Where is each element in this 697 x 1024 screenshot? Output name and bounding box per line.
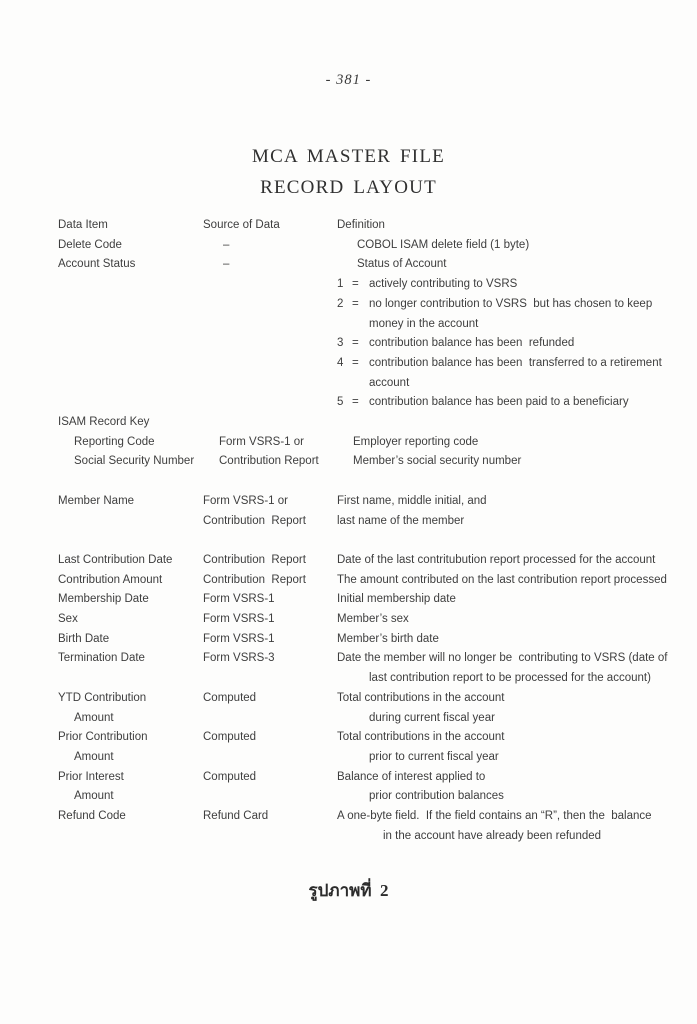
definition-cell: Date of the last contritubution report processed for the account — [337, 553, 656, 566]
source-line-2: Contribution Report — [203, 514, 306, 527]
row-prior-contribution-amount — [58, 728, 658, 767]
item-cell: Birth Date — [58, 632, 110, 645]
source-cell: – — [223, 258, 230, 271]
row-reporting-code — [58, 433, 658, 453]
item-cell: Contribution Amount — [58, 573, 163, 586]
item-cell: Delete Code — [58, 238, 122, 251]
source-cell: Form VSRS-1 — [203, 613, 275, 626]
record-layout-table — [58, 216, 668, 846]
status-value-text: contribution balance has been paid to a beneficiary — [369, 396, 629, 409]
row-status-value-3 — [58, 334, 658, 354]
definition-line-1: Balance of interest applied to — [337, 770, 486, 783]
source-cell: Form VSRS-1 — [203, 632, 275, 645]
status-value-text: no longer contribution to VSRS but has chosen to keep — [369, 297, 653, 310]
source-cell: Contribution Report — [203, 553, 306, 566]
row-birth-date — [58, 630, 658, 650]
equals-sign: = — [352, 297, 359, 310]
definition-line-2: during current fiscal year — [369, 711, 495, 724]
source-cell: Computed — [203, 731, 257, 744]
status-value-number: 1 — [337, 278, 344, 291]
row-isam-record-key — [58, 413, 658, 433]
definition-line-1: First name, middle initial, and — [337, 494, 487, 507]
definition-line-2: prior contribution balances — [369, 790, 504, 803]
item-line-2: Amount — [74, 790, 114, 803]
item-cell: Member Name — [58, 494, 135, 507]
item-line-1: YTD Contribution — [58, 691, 147, 704]
status-value-line — [337, 275, 658, 295]
item-cell: Refund Code — [58, 810, 126, 823]
status-value-line — [337, 334, 658, 354]
equals-sign: = — [352, 396, 359, 409]
row-status-value-2 — [58, 295, 658, 334]
source-cell: Refund Card — [203, 810, 269, 823]
status-value-number: 2 — [337, 297, 344, 310]
source-cell: Computed — [203, 770, 257, 783]
definition-line-1: Total contributions in the account — [337, 691, 505, 704]
column-header-data-item: Data Item — [58, 219, 108, 231]
definition-line-2: in the account have already been refunded — [383, 829, 602, 842]
status-value-number: 5 — [337, 396, 344, 409]
item-cell: Sex — [58, 613, 78, 626]
row-prior-interest-amount — [58, 768, 658, 807]
status-value-text: contribution balance has been refunded — [369, 337, 575, 350]
source-cell: Form VSRS-1 — [203, 593, 275, 606]
definition-cell: The amount contributed on the last contribution report processed — [337, 573, 667, 586]
definition-line-1: Total contributions in the account — [337, 731, 505, 744]
row-termination-date — [58, 649, 668, 688]
source-cell: – — [223, 238, 230, 251]
page-number: - 381 - — [325, 72, 372, 88]
row-spacer — [58, 472, 658, 492]
row-delete-code — [58, 236, 658, 256]
definition-line-1: Date the member will no longer be contributing to VSRS (date of — [337, 652, 668, 665]
title-line-2: RECORD LAYOUT — [260, 177, 437, 198]
definition-line-1: A one-byte field. If the field contains an “R”, then the balance — [337, 810, 652, 823]
status-value-continuation: account — [369, 376, 410, 389]
definition-cell: Employer reporting code — [353, 435, 479, 448]
definition-cell: Initial membership date — [337, 593, 456, 606]
status-value-number: 3 — [337, 337, 344, 350]
definition-cell: Status of Account — [357, 258, 447, 271]
status-value-text: actively contributing to VSRS — [369, 278, 518, 291]
row-contribution-amount — [58, 571, 667, 591]
item-line-1: Prior Contribution — [58, 731, 148, 744]
row-refund-code — [58, 807, 658, 846]
row-social-security-number — [58, 452, 658, 472]
item-cell: Social Security Number — [74, 455, 195, 468]
row-status-value-1 — [58, 275, 658, 295]
status-value-line — [337, 393, 658, 413]
item-line-2: Amount — [74, 750, 114, 763]
row-account-status — [58, 255, 658, 275]
definition-cell: Member’s sex — [337, 613, 409, 626]
source-cell: Contribution Report — [219, 455, 319, 468]
status-value-text: contribution balance has been transferred to a retirement — [369, 356, 662, 369]
source-cell: Contribution Report — [203, 573, 306, 586]
row-spacer — [58, 531, 658, 551]
row-sex — [58, 610, 658, 630]
status-value-number: 4 — [337, 356, 344, 369]
table-header-row — [58, 216, 658, 236]
row-member-name — [58, 492, 658, 531]
source-cell: Computed — [203, 691, 257, 704]
item-cell: Membership Date — [58, 593, 149, 606]
row-last-contribution-date — [58, 551, 658, 571]
definition-cell: Member’s birth date — [337, 632, 439, 645]
equals-sign: = — [352, 356, 359, 369]
definition-cell: COBOL ISAM delete field (1 byte) — [357, 238, 530, 251]
item-cell: Reporting Code — [74, 435, 155, 448]
equals-sign: = — [352, 337, 359, 350]
definition-line-2: prior to current fiscal year — [369, 750, 499, 763]
source-cell: Form VSRS-1 or — [219, 435, 304, 448]
column-header-definition: Definition — [337, 219, 385, 231]
column-header-source: Source of Data — [203, 219, 280, 231]
row-status-value-5 — [58, 393, 658, 413]
title-line-1: MCA MASTER FILE — [252, 146, 445, 167]
item-cell: Account Status — [58, 258, 136, 271]
equals-sign: = — [352, 278, 359, 291]
definition-line-2: last name of the member — [337, 514, 465, 527]
source-cell: Form VSRS-3 — [203, 652, 275, 665]
status-value-line — [337, 354, 662, 374]
row-status-value-4 — [58, 354, 662, 393]
item-line-2: Amount — [74, 711, 114, 724]
definition-cell: Member’s social security number — [353, 455, 522, 468]
row-ytd-contribution-amount — [58, 689, 658, 728]
definition-line-2: last contribution report to be processed for the account) — [369, 672, 651, 685]
item-line-1: Prior Interest — [58, 770, 124, 783]
item-cell: Termination Date — [58, 652, 145, 665]
status-value-continuation: money in the account — [369, 317, 479, 330]
row-membership-date — [58, 590, 658, 610]
source-line-1: Form VSRS-1 or — [203, 494, 288, 507]
document-title — [0, 141, 697, 203]
status-value-line — [337, 295, 658, 315]
figure-caption: รูปภาพที่ 2 — [308, 881, 389, 900]
item-cell: Last Contribution Date — [58, 553, 173, 566]
item-cell: ISAM Record Key — [58, 416, 150, 429]
